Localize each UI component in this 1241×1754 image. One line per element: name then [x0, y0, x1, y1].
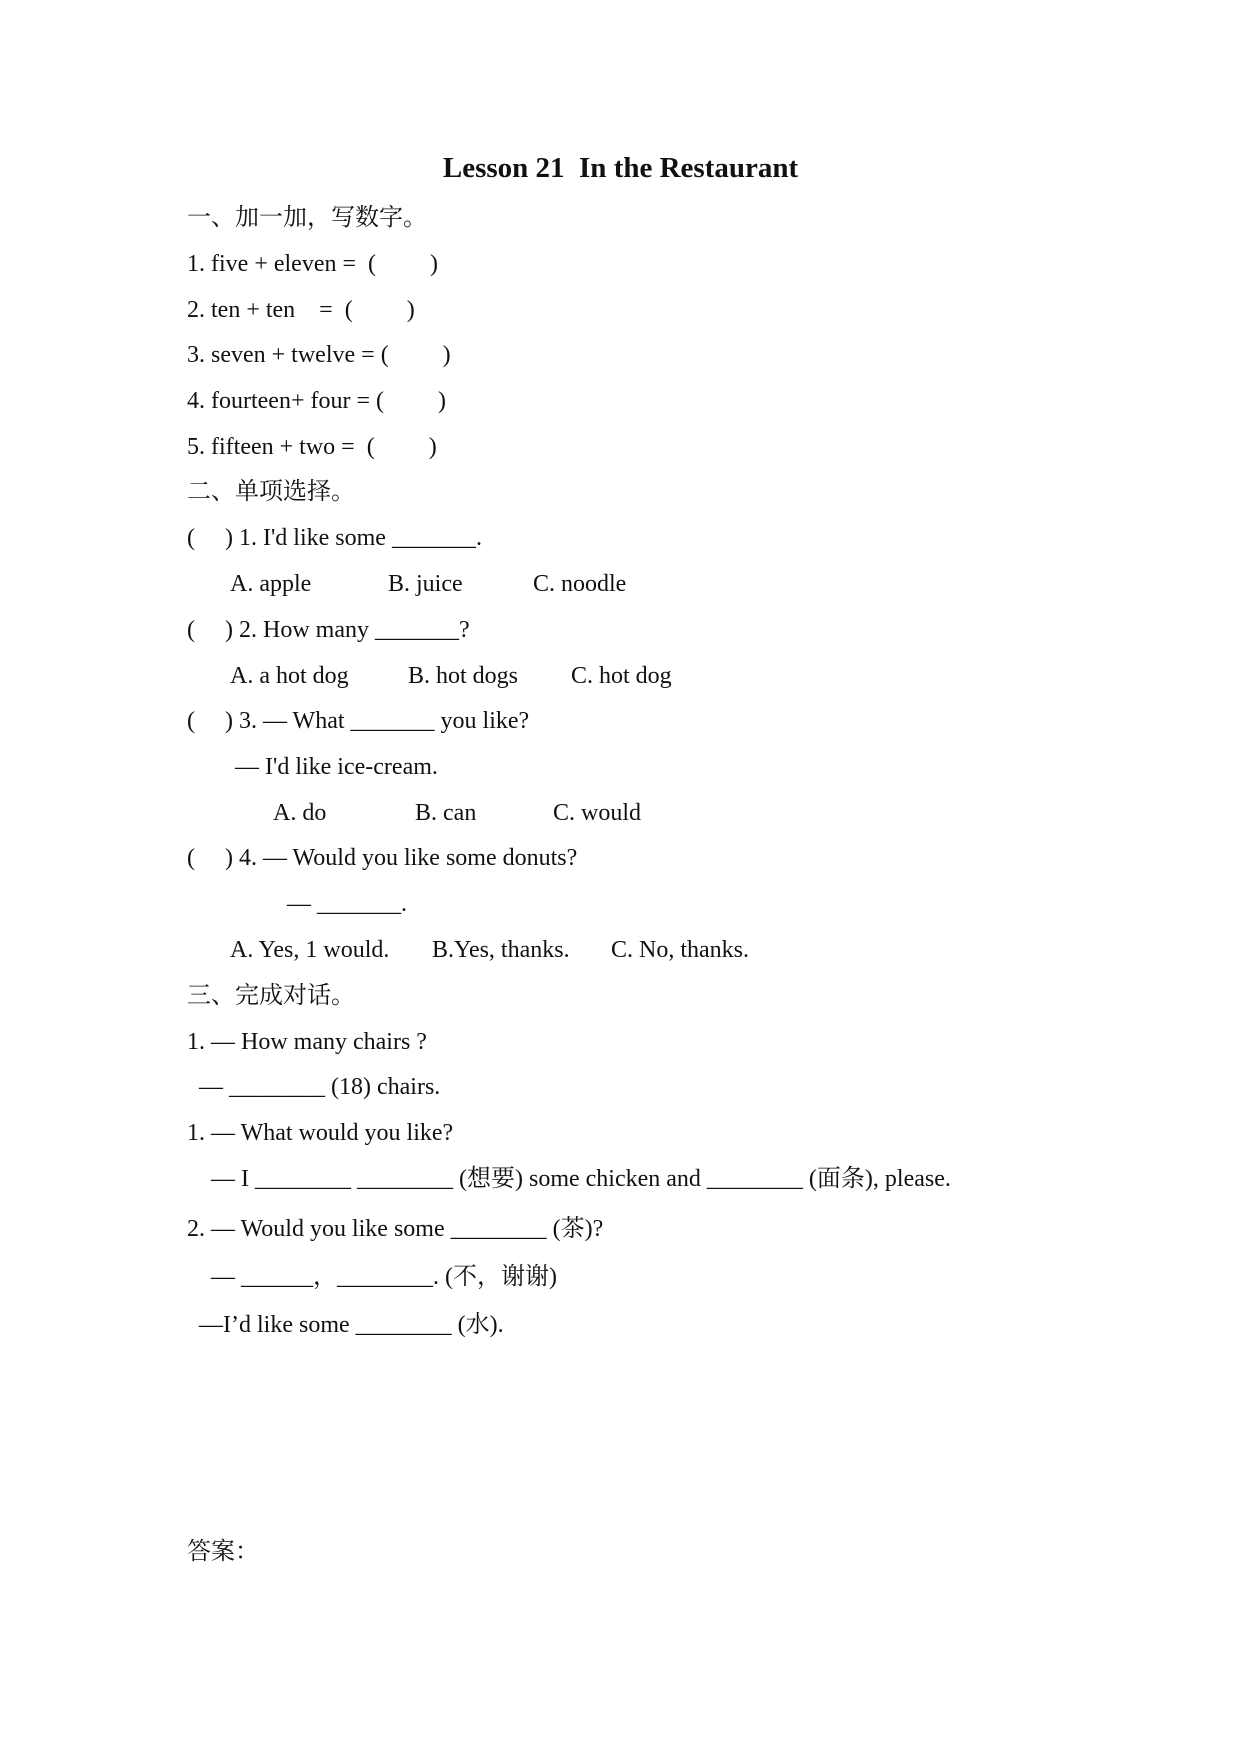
dialogue-line-6: — ______，________. (不，谢谢) [211, 1264, 557, 1290]
section2-heading: 二、单项选择。 [187, 479, 355, 505]
dialogue-line-2: — ________ (18) chairs. [199, 1074, 441, 1100]
q4-option-a: A. Yes, 1 would. [230, 937, 390, 963]
dialogue-line-7: —I’d like some ________ (水). [199, 1312, 504, 1338]
q3-option-a: A. do [273, 800, 327, 826]
q3-stem: ( ) 3. — What _______ you like? [187, 708, 530, 734]
q4-option-b: B.Yes, thanks. [432, 937, 570, 963]
q3-option-c: C. would [553, 800, 642, 826]
section1-item-1: 1. five + eleven = ( ) [187, 251, 438, 277]
q2-option-b: B. hot dogs [408, 663, 519, 689]
dialogue-line-5: 2. — Would you like some ________ (茶)? [187, 1216, 604, 1242]
q1-option-a: A. apple [230, 571, 312, 597]
q2-stem: ( ) 2. How many _______? [187, 617, 470, 643]
dialogue-line-3: 1. — What would you like? [187, 1120, 454, 1146]
section1-item-4: 4. fourteen+ four = ( ) [187, 388, 446, 414]
section1-item-5: 5. fifteen + two = ( ) [187, 434, 437, 460]
q3-reply: — I'd like ice-cream. [235, 754, 438, 780]
q1-stem: ( ) 1. I'd like some _______. [187, 525, 482, 551]
section1-item-2: 2. ten + ten = ( ) [187, 297, 415, 323]
dialogue-line-1: 1. — How many chairs ? [187, 1029, 427, 1055]
q2-option-c: C. hot dog [571, 663, 672, 689]
dialogue-line-4: — I ________ ________ (想要) some chicken and ________ (面条), please. [211, 1166, 951, 1192]
q1-option-b: B. juice [388, 571, 463, 597]
q2-option-a: A. a hot dog [230, 663, 349, 689]
q4-reply: — _______. [287, 891, 407, 917]
section1-heading: 一、加一加，写数字。 [187, 205, 427, 231]
section3-heading: 三、完成对话。 [187, 983, 355, 1009]
q4-stem: ( ) 4. — Would you like some donuts? [187, 845, 578, 871]
q1-option-c: C. noodle [533, 571, 627, 597]
section1-item-3: 3. seven + twelve = ( ) [187, 342, 451, 368]
answer-label: 答案： [187, 1539, 259, 1565]
q3-option-b: B. can [415, 800, 477, 826]
q4-option-c: C. No, thanks. [611, 937, 749, 963]
page-title: Lesson 21 In the Restaurant [442, 152, 799, 184]
